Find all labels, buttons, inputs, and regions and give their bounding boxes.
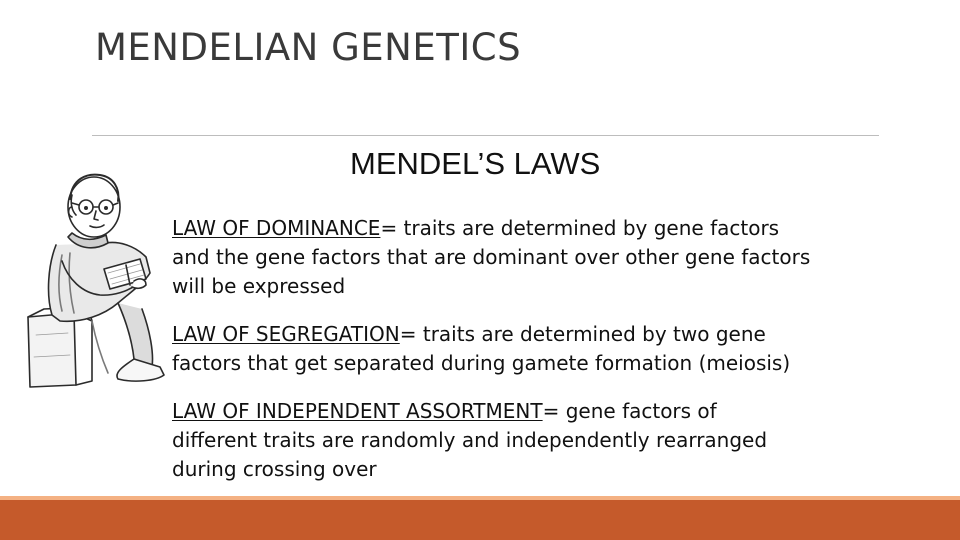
law-item [172, 320, 912, 378]
slide-subtitle: MENDEL’S LAWS [350, 146, 601, 181]
mendel-portrait-illustration [22, 145, 170, 390]
title-divider [92, 135, 879, 136]
law-name: LAW OF INDEPENDENT ASSORTMENT [172, 399, 543, 423]
law-name: LAW OF DOMINANCE [172, 216, 381, 240]
law-name: LAW OF SEGREGATION [172, 322, 400, 346]
law-item [172, 397, 912, 484]
law-description: = traits are determined by gene factors and the gene factors that are dominant over other gene factors will be expressed [172, 216, 811, 298]
slide-title: MENDELIAN GENETICS [95, 26, 522, 69]
law-description: = gene factors of different traits are randomly and independently rearranged during crossing over [172, 399, 768, 481]
law-description: = traits are determined by two gene factors that get separated during gamete formation (meiosis) [172, 322, 791, 375]
laws-list [172, 214, 912, 503]
law-item [172, 214, 912, 301]
footer-bar [0, 500, 960, 540]
